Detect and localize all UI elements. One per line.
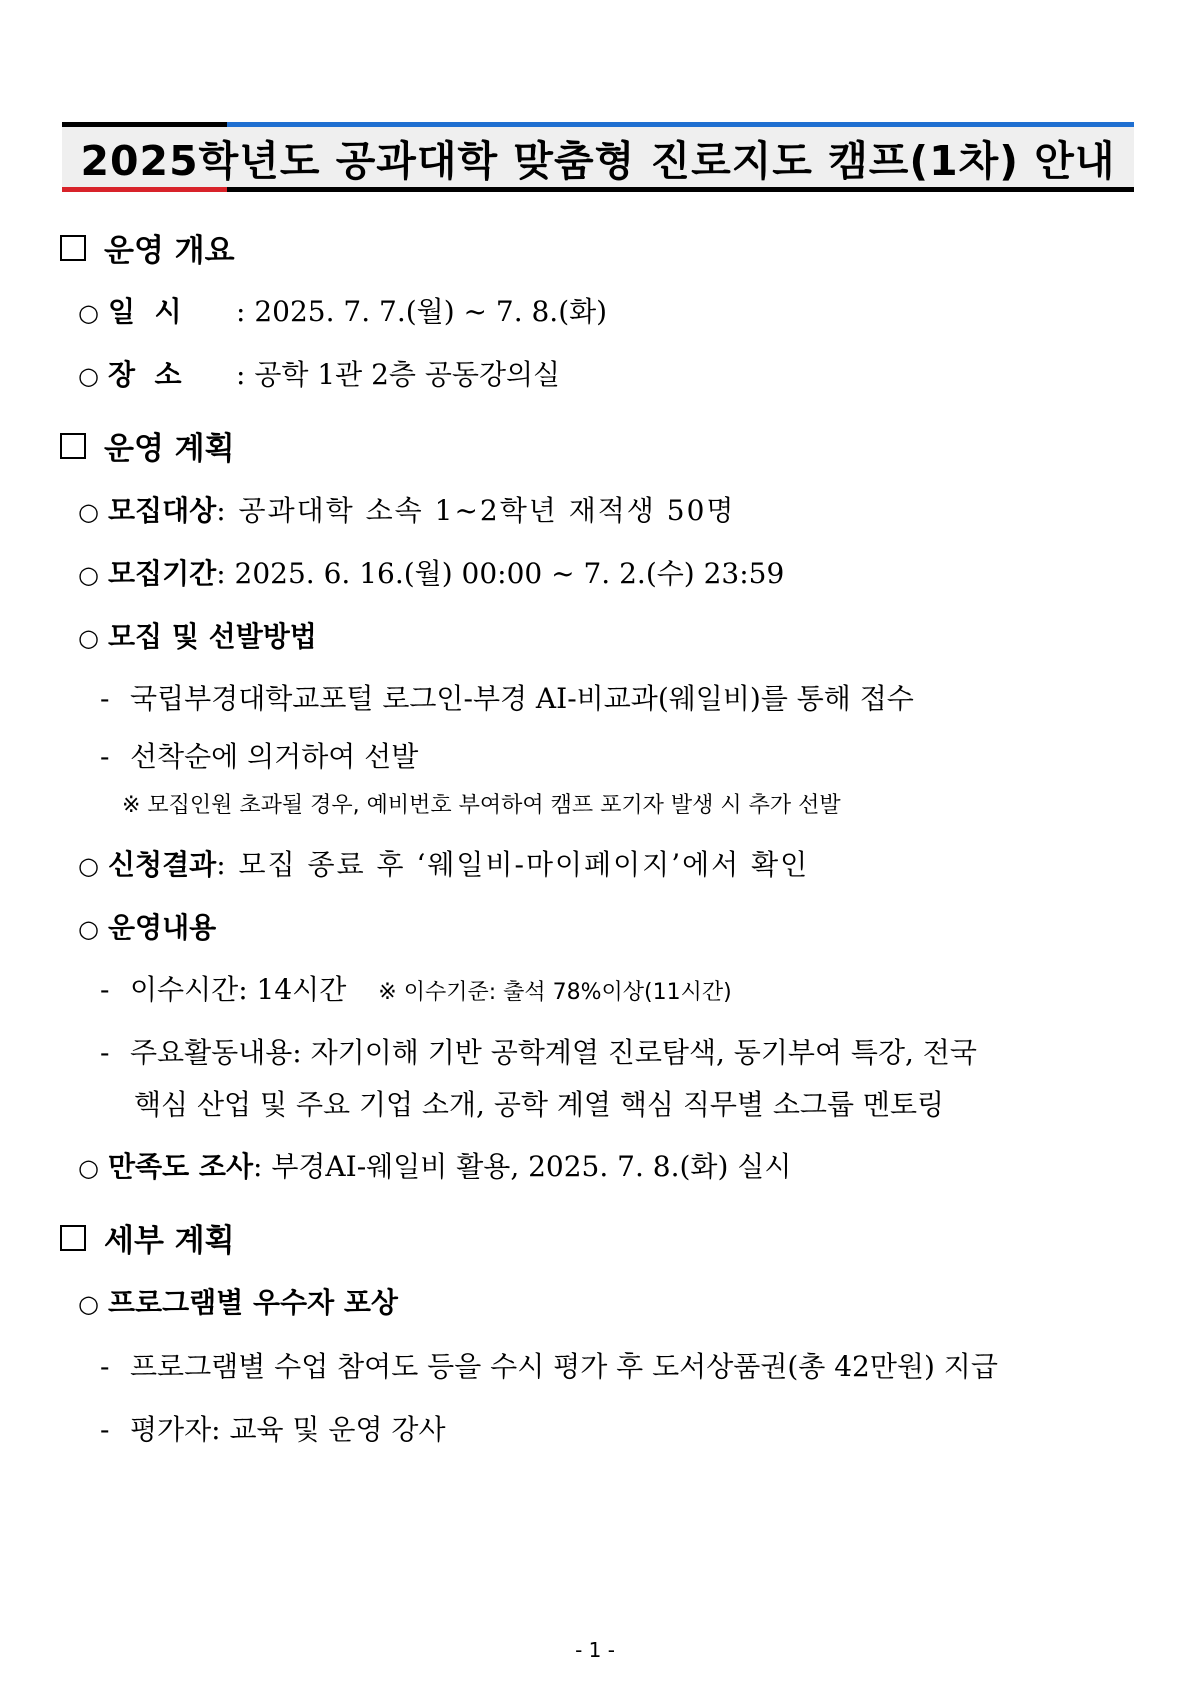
page-title: 2025학년도 공과대학 맞춤형 진로지도 캠프(1차) 안내 bbox=[80, 136, 1116, 185]
method-item bbox=[100, 735, 418, 775]
circle-bullet-icon: ○ bbox=[78, 1290, 99, 1318]
content-hours: 이수시간: 14시간 bbox=[130, 973, 347, 1006]
plan-target-row bbox=[78, 489, 735, 529]
circle-bullet-icon: ○ bbox=[78, 852, 99, 880]
checkbox-square-icon bbox=[60, 235, 86, 261]
award-label: 프로그램별 우수자 포상 bbox=[108, 1286, 398, 1319]
result-value: : 모집 종료 후 ‘웨일비-마이페이지’에서 확인 bbox=[216, 848, 810, 881]
circle-bullet-icon: ○ bbox=[78, 1154, 99, 1182]
result-label: 신청결과 bbox=[108, 848, 217, 881]
content-activity-line2: 핵심 산업 및 주요 기업 소개, 공학 계열 핵심 직무별 소그룹 멘토링 bbox=[134, 1088, 945, 1121]
title-bottom-bar-right bbox=[227, 187, 1134, 192]
section-detail-heading bbox=[60, 1215, 235, 1260]
target-value: : 공과대학 소속 1~2학년 재적생 50명 bbox=[216, 494, 736, 527]
circle-bullet-icon: ○ bbox=[78, 299, 99, 327]
award-item-text: 프로그램별 수업 참여도 등을 수시 평가 후 도서상품권(총 42만원) 지급 bbox=[130, 1350, 998, 1383]
place-label: 장 소 bbox=[108, 358, 182, 391]
plan-method-row bbox=[78, 615, 317, 655]
checkbox-square-icon bbox=[60, 433, 86, 459]
plan-survey-row bbox=[78, 1145, 791, 1185]
content-label: 운영내용 bbox=[108, 911, 217, 944]
section-title: 운영 개요 bbox=[104, 233, 235, 269]
content-activity-line1: 주요활동내용: 자기이해 기반 공학계열 진로탐색, 동기부여 특강, 전국 bbox=[130, 1036, 977, 1069]
survey-label: 만족도 조사 bbox=[108, 1150, 253, 1183]
method-label: 모집 및 선발방법 bbox=[108, 620, 317, 653]
dash-bullet: - bbox=[100, 973, 110, 1006]
title-bottom-bar-left bbox=[62, 187, 227, 192]
date-value: : 2025. 7. 7.(월) ~ 7. 8.(화) bbox=[236, 295, 608, 328]
plan-content-row bbox=[78, 906, 216, 946]
award-item-text: 평가자: 교육 및 운영 강사 bbox=[130, 1413, 446, 1446]
circle-bullet-icon: ○ bbox=[78, 561, 99, 589]
date-label: 일 시 bbox=[108, 295, 182, 328]
overview-date-row bbox=[78, 290, 607, 330]
method-item-text: 선착순에 의거하여 선발 bbox=[130, 740, 419, 773]
dash-bullet: - bbox=[100, 1350, 110, 1383]
circle-bullet-icon: ○ bbox=[78, 915, 99, 943]
section-overview-heading bbox=[60, 225, 235, 270]
circle-bullet-icon: ○ bbox=[78, 362, 99, 390]
overview-place-row bbox=[78, 353, 560, 393]
circle-bullet-icon: ○ bbox=[78, 498, 99, 526]
method-item-text: 국립부경대학교포털 로그인-부경 AI-비교과(웨일비)를 통해 접수 bbox=[130, 682, 914, 715]
content-item bbox=[100, 1031, 977, 1071]
award-item bbox=[100, 1408, 446, 1448]
dash-bullet: - bbox=[100, 1036, 110, 1069]
target-label: 모집대상 bbox=[108, 494, 217, 527]
dash-bullet: - bbox=[100, 740, 110, 773]
section-plan-heading bbox=[60, 423, 235, 468]
dash-bullet: - bbox=[100, 1413, 110, 1446]
plan-period-row bbox=[78, 552, 784, 592]
plan-result-row bbox=[78, 843, 809, 883]
period-value: : 2025. 6. 16.(월) 00:00 ~ 7. 2.(수) 23:59 bbox=[216, 557, 785, 590]
checkbox-square-icon bbox=[60, 1225, 86, 1251]
award-item bbox=[100, 1345, 998, 1385]
period-label: 모집기간 bbox=[108, 557, 217, 590]
place-value: : 공학 1관 2층 공동강의실 bbox=[236, 358, 561, 391]
content-item-continued bbox=[134, 1083, 944, 1123]
content-hours-note: ※ 이수기준: 출석 78%이상(11시간) bbox=[378, 980, 732, 1005]
section-title: 운영 계획 bbox=[104, 431, 235, 467]
section-title: 세부 계획 bbox=[104, 1223, 235, 1259]
detail-award-row bbox=[78, 1281, 398, 1321]
circle-bullet-icon: ○ bbox=[78, 624, 99, 652]
content-item bbox=[100, 968, 732, 1008]
survey-value: : 부경AI-웨일비 활용, 2025. 7. 8.(화) 실시 bbox=[253, 1150, 792, 1183]
dash-bullet: - bbox=[100, 682, 110, 715]
page-number: - 1 - bbox=[575, 1638, 615, 1662]
method-item bbox=[100, 677, 914, 717]
method-note: ※ 모집인원 초과될 경우, 예비번호 부여하여 캠프 포기자 발생 시 추가 선발 bbox=[122, 793, 841, 818]
